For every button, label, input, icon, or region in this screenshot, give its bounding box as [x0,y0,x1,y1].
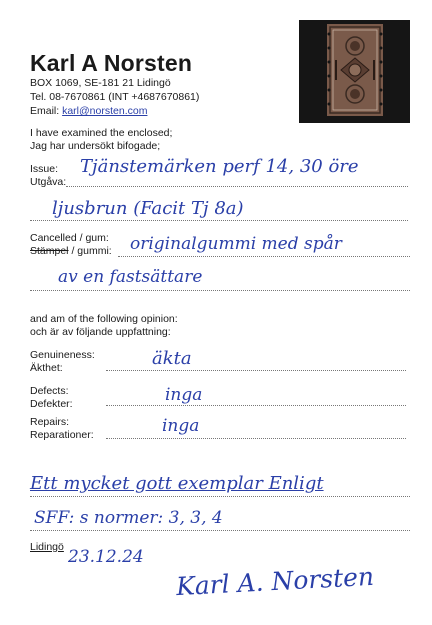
defects-label-en: Defects: [30,385,69,397]
remarks-line1: Ett mycket gott exemplar Enligt [30,473,324,494]
issue-line-2 [30,220,408,221]
defects-label-sv: Defekter: [30,398,73,410]
cancelled-value-line1: originalgummi med spår [130,234,342,254]
repairs-value: inga [162,416,200,436]
opinion-sv: och är av följande uppfattning: [30,326,171,338]
email-label: Email: [30,105,63,117]
repairs-label-sv: Reparationer: [30,429,94,441]
signature: Karl A. Norsten [175,561,375,602]
remarks-rule-1 [30,496,410,497]
cancelled-label-sv [30,245,112,258]
genuineness-label-en: Genuineness: [30,349,95,361]
issuer-address: BOX 1069, SE-181 21 Lidingö [30,77,171,89]
issue-label-sv: Utgåva: [30,176,67,188]
defects-line [106,405,406,406]
cancelled-line-1 [118,256,410,257]
footer-place: Lidingö [30,541,64,553]
intro-sv: Jag har undersökt bifogade; [30,140,161,152]
intro-en: I have examined the enclosed; [30,127,173,139]
opinion-en: and am of the following opinion: [30,313,178,325]
remarks-line2: SFF: s normer: 3, 3, 4 [34,508,223,528]
stamp-image [327,24,383,116]
issuer-email-line [30,105,147,117]
defects-value: inga [165,385,203,405]
issuer-name: Karl A Norsten [30,50,193,76]
issue-label-en: Issue: [30,163,59,175]
genuineness-line [106,370,406,371]
remarks-rule-2 [30,530,410,531]
issuer-phone: Tel. 08-7670861 (INT +4687670861) [30,91,200,103]
repairs-label-en: Repairs: [30,416,70,428]
genuineness-label-sv: Äkthet: [30,362,63,374]
cancelled-label-sv-struck: Stämpel [30,245,69,257]
issue-line-1 [66,186,408,187]
email-link[interactable]: karl@norsten.com [62,105,148,117]
footer-date: 23.12.24 [68,547,144,567]
cancelled-label-en: Cancelled / gum: [30,232,109,244]
repairs-line [106,438,406,439]
cancelled-line-2 [30,290,410,291]
cancelled-label-sv-rest: / gummi: [68,245,112,257]
issue-value-line1: Tjänstemärken perf 14, 30 öre [80,156,359,177]
issue-value-line2: ljusbrun (Facit Tj 8a) [52,198,244,219]
genuineness-value: äkta [152,348,192,369]
cancelled-value-line2: av en fastsättare [58,267,203,287]
